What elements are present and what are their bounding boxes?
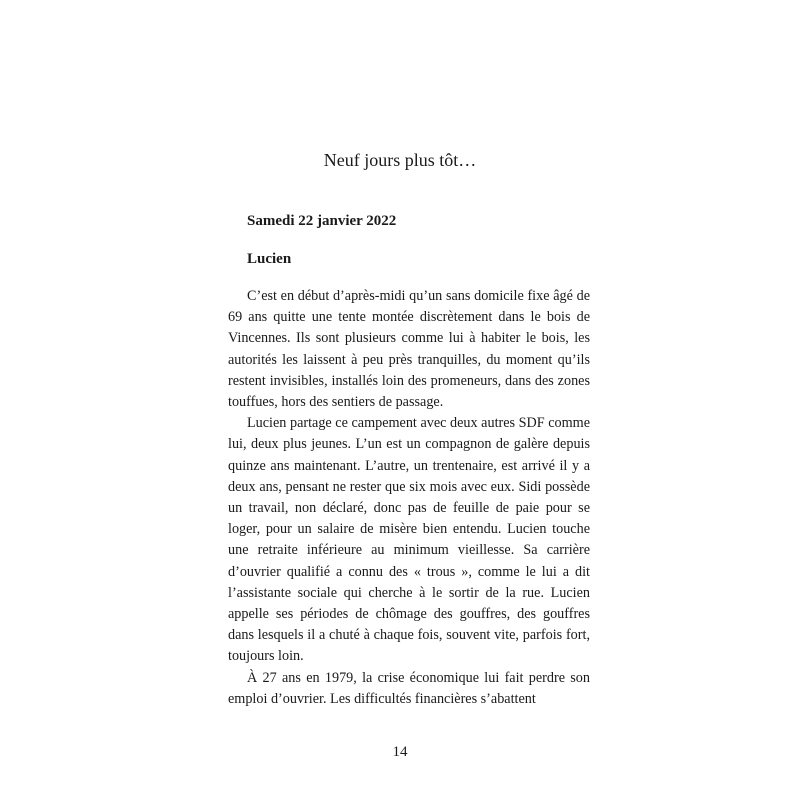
body-text [228,286,590,710]
paragraph: C’est en début d’après-midi qu’un sans domicile fixe âgé de 69 ans quitte une tente montée discrètement dans le bois de Vincennes. Ils sont plusieurs comme lui à habiter le bois, les autorités les laissent à peu près tranquilles, du moment qu’ils restent invisibles, installés loin des promeneurs, dans des zones touffues, hors des sentiers de passage. [228,288,590,411]
chapter-title: Neuf jours plus tôt… [323,150,477,170]
character-heading: Lucien [247,251,292,267]
paragraph: Lucien partage ce campement avec deux autres SDF comme lui, deux plus jeunes. L’un est un compagnon de galère depuis quinze ans maintenant. L’autre, un trentenaire, est arrivé il y a deux ans, pensant ne rester que six mois avec eux. Sidi possède un travail, non déclaré, donc pas de feuille de paie pour se loger, pour un salaire de misère bien entendu. Lucien touche une retraite inférieure au minimum vieillesse. Sa carrière d’ouvrier qualifié a connu des « trous », comme le lui a dit l’assistante sociale qui cherche à le sortir de la rue. Lucien appelle ses périodes de chômage des gouffres, des gouffres dans lesquels il a chuté à chaque fois, souvent vite, parfois fort, toujours loin. [228,415,590,665]
paragraph: À 27 ans en 1979, la crise économique lui fait perdre son emploi d’ouvrier. Les difficultés financières s’abattent [228,669,590,707]
page-number: 14 [392,744,408,760]
date-heading: Samedi 22 janvier 2022 [247,213,397,229]
